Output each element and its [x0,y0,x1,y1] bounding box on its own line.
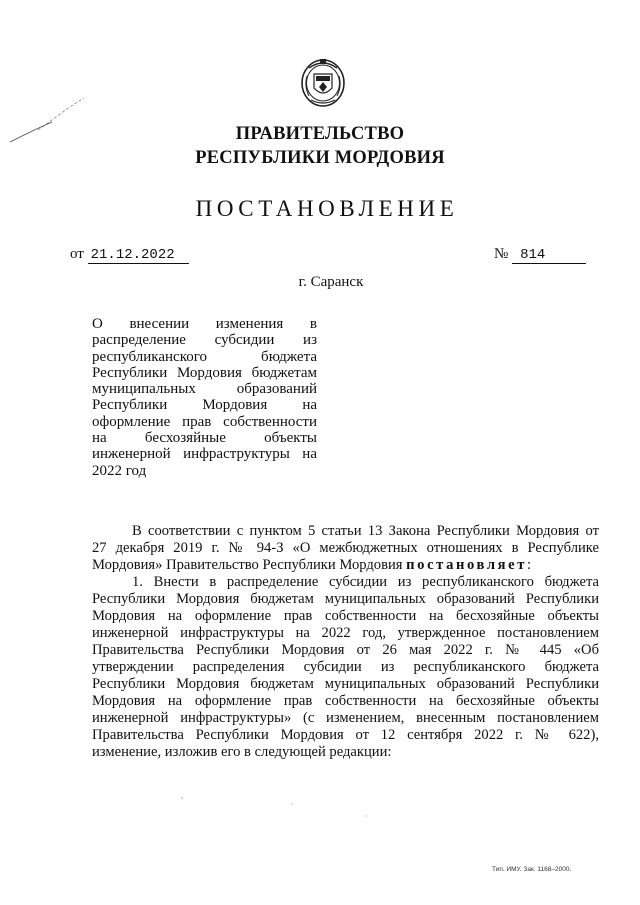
decree-number: 814 [512,248,586,264]
body-line: утверждении распределения субсидии из республиканского бюджета [92,659,599,675]
title-line: распределение субсидии из [92,332,317,349]
scan-specks [180,790,460,830]
document-type-heading: ПОСТАНОВЛЕНИЕ [195,196,459,221]
city-line: г. Саранск [298,274,364,290]
decree-date: 21.12.2022 [88,248,189,264]
body-line: инженерной инфраструктуры на 2022 год, утвержденное постановлением [92,625,599,641]
title-line: оформление прав собственности [92,413,317,430]
decree-title [92,316,317,479]
body-line-lead: Мордовия» Правительство Республики Мордовия [92,557,403,573]
date-prefix: от [70,246,84,262]
body-line: Правительства Республики Мордовия от 12 сентября 2022 г. № 622), [92,727,599,743]
print-mark: Тип. ИМУ. Зак. 1168–2000. [492,866,572,873]
body-line: В соответствии с пунктом 5 статьи 13 Закона Республики Мордовия от [132,523,599,539]
resolves-keyword: постановляет [406,557,527,573]
title-line: О внесении изменения в [92,316,317,332]
body-line: инженерной инфраструктуры» (с изменением, внесенным постановлением [92,710,599,726]
body-line: Республики Мордовия бюджетам муниципальных образований Республики [92,676,599,692]
title-line: Республики Мордовия бюджетам [92,364,317,381]
title-line: 2022 год [92,462,147,479]
title-line: инженерной инфраструктуры на [92,446,317,463]
number-prefix: № [494,246,509,262]
body-line: изменение, изложив его в следующей редакции: [92,744,392,760]
body-line: Правительства Республики Мордовия от 26 мая 2022 г. № 445 «Об [92,642,599,658]
body-line-resolves [92,557,599,574]
title-line: на бесхозяйные объекты [92,430,317,447]
title-line: республиканского бюджета [92,348,317,365]
title-line: Республики Мордовия на [92,397,317,414]
body-line: Мордовия на оформление прав собственности на бесхозяйные объекты [92,608,599,624]
government-title-line1: ПРАВИТЕЛЬСТВО [235,124,405,144]
decree-number-row [494,246,586,264]
government-title-line2: РЕСПУБЛИКИ МОРДОВИЯ [195,148,445,168]
body-line: Мордовия на оформление прав собственности на бесхозяйные объекты [92,693,599,709]
coat-of-arms-emblem [299,56,347,108]
title-line: муниципальных образований [92,381,317,398]
body-line: Республики Мордовия бюджетам муниципальных образований Республики [92,591,599,607]
body-line: 27 декабря 2019 г. № 94-З «О межбюджетных отношениях в Республике [92,540,599,556]
decree-date-row [70,246,189,264]
resolves-colon: : [526,557,532,573]
decree-body [92,523,599,761]
body-line: 1. Внести в распределение субсидии из республиканского бюджета [132,574,599,590]
